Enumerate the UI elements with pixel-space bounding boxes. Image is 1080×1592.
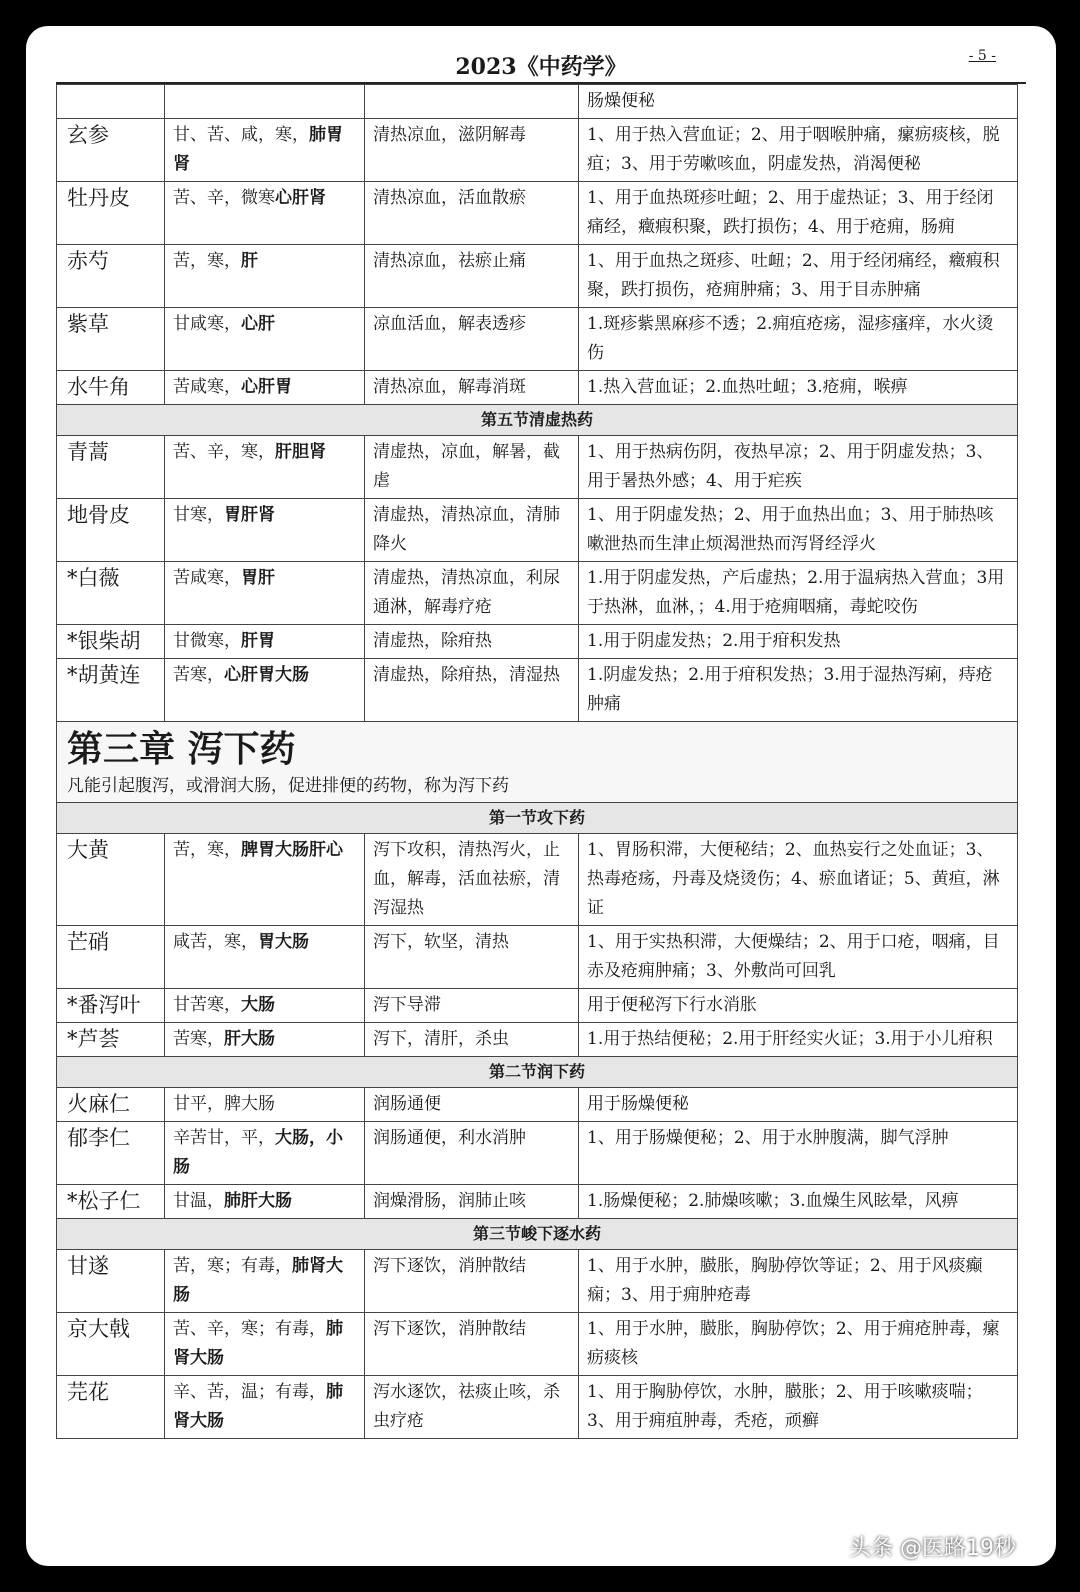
herb-nature-channel — [165, 834, 365, 926]
herb-name: 青蒿 — [57, 436, 165, 499]
herb-table-body — [57, 85, 1018, 1439]
herb-nature-channel — [165, 625, 365, 659]
herb-usage: 1.用于阴虚发热；2.用于疳积发热 — [579, 625, 1018, 659]
herb-name: 甘遂 — [57, 1250, 165, 1313]
herb-effect: 润肠通便，利水消肿 — [365, 1122, 579, 1185]
herb-usage: 1、用于实热积滞，大便燥结；2、用于口疮，咽痛，目赤及疮痈肿痛；3、外敷尚可回乳 — [579, 926, 1018, 989]
herb-name: 大黄 — [57, 834, 165, 926]
herb-effect: 清热凉血，祛瘀止痛 — [365, 245, 579, 308]
herb-usage: 1.阴虚发热；2.用于疳积发热；3.用于湿热泻痢，痔疮肿痛 — [579, 659, 1018, 722]
herb-row — [57, 1122, 1018, 1185]
herb-taste: 甘苦寒， — [173, 995, 241, 1015]
herb-row — [57, 119, 1018, 182]
herb-taste: 苦、辛，寒， — [173, 442, 275, 462]
herb-name: *番泻叶 — [57, 989, 165, 1023]
herb-name: 水牛角 — [57, 371, 165, 405]
herb-row — [57, 1250, 1018, 1313]
herb-nature-channel — [165, 562, 365, 625]
document-page — [26, 26, 1056, 1566]
herb-nature-channel — [165, 85, 365, 119]
herb-channel: 肺肾大肠 — [173, 1382, 343, 1431]
page-number: - 5 - — [968, 48, 996, 64]
herb-name: *胡黄连 — [57, 659, 165, 722]
herb-channel: 心肝胃大肠 — [224, 665, 309, 685]
herb-effect: 凉血活血，解表透疹 — [365, 308, 579, 371]
herb-channel: 肝 — [241, 251, 258, 271]
herb-usage: 1、用于肠燥便秘；2、用于水肿腹满，脚气浮肿 — [579, 1122, 1018, 1185]
herb-name: 芒硝 — [57, 926, 165, 989]
herb-row — [57, 308, 1018, 371]
section-heading-row — [57, 803, 1018, 834]
section-heading: 第一节攻下药 — [57, 803, 1018, 834]
herb-nature-channel — [165, 1185, 365, 1219]
herb-effect: 润燥滑肠，润肺止咳 — [365, 1185, 579, 1219]
herb-effect: 清虚热，除疳热 — [365, 625, 579, 659]
herb-taste: 甘寒， — [173, 505, 224, 525]
herb-usage: 1、用于热病伤阴，夜热早凉；2、用于阴虚发热；3、用于暑热外感；4、用于疟疾 — [579, 436, 1018, 499]
herb-name: 赤芍 — [57, 245, 165, 308]
herb-row — [57, 926, 1018, 989]
watermark: 头条 @医路19秒 — [849, 1536, 1016, 1561]
herb-channel: 脾胃大肠肝心 — [241, 840, 343, 860]
herb-usage: 1、用于胸胁停饮，水肿，臌胀；2、用于咳嗽痰喘；3、用于痈疽肿毒，秃疮，顽癣 — [579, 1376, 1018, 1439]
section-heading-row — [57, 405, 1018, 436]
section-heading: 第三节峻下逐水药 — [57, 1219, 1018, 1250]
herb-channel: 心肝胃 — [241, 377, 292, 397]
herb-usage: 1.肠燥便秘；2.肺燥咳嗽；3.血燥生风眩晕，风痹 — [579, 1185, 1018, 1219]
herb-channel: 胃肝 — [241, 568, 275, 588]
herb-channel: 肺肾大肠 — [173, 1256, 343, 1305]
herb-row — [57, 562, 1018, 625]
herb-usage: 1、用于血热斑疹吐衄；2、用于虚热证；3、用于经闭痛经，癥瘕积聚，跌打损伤；4、用于疮痈，肠痈 — [579, 182, 1018, 245]
herb-name: *松子仁 — [57, 1185, 165, 1219]
herb-channel: 心肝 — [241, 314, 275, 334]
herb-row — [57, 625, 1018, 659]
herb-taste: 苦咸寒， — [173, 568, 241, 588]
herb-nature-channel — [165, 1313, 365, 1376]
herb-row — [57, 834, 1018, 926]
chapter-heading-row — [57, 722, 1018, 773]
herb-taste: 甘平，脾大肠 — [173, 1094, 275, 1114]
herb-usage: 1、用于血热之斑疹、吐衄；2、用于经闭痛经，癥瘕积聚，跌打损伤，疮痈肿痛；3、用于目赤肿痛 — [579, 245, 1018, 308]
herb-nature-channel — [165, 1250, 365, 1313]
herb-nature-channel — [165, 1376, 365, 1439]
herb-effect: 泻下逐饮，消肿散结 — [365, 1313, 579, 1376]
herb-effect: 泻下导滞 — [365, 989, 579, 1023]
herb-name: *白薇 — [57, 562, 165, 625]
herb-channel: 肝胆肾 — [275, 442, 326, 462]
herb-channel: 心肝肾 — [275, 188, 326, 208]
herb-usage: 1.用于热结便秘；2.用于肝经实火证；3.用于小儿疳积 — [579, 1023, 1018, 1057]
herb-effect: 清虚热，凉血，解暑，截虐 — [365, 436, 579, 499]
herb-nature-channel — [165, 989, 365, 1023]
herb-name: 火麻仁 — [57, 1088, 165, 1122]
herb-taste: 苦、辛，寒；有毒， — [173, 1319, 326, 1339]
herb-name — [57, 85, 165, 119]
herb-channel: 大肠 — [241, 995, 275, 1015]
section-heading-row — [57, 1219, 1018, 1250]
herb-usage: 用于便秘泻下行水消胀 — [579, 989, 1018, 1023]
section-heading: 第二节润下药 — [57, 1057, 1018, 1088]
page-title: 2023《中药学》 — [455, 54, 627, 80]
herb-row — [57, 989, 1018, 1023]
herb-row — [57, 371, 1018, 405]
herb-nature-channel — [165, 659, 365, 722]
herb-name: 紫草 — [57, 308, 165, 371]
herb-nature-channel — [165, 371, 365, 405]
herb-effect: 清热凉血，解毒消斑 — [365, 371, 579, 405]
herb-channel: 肺肝大肠 — [224, 1191, 292, 1211]
herb-row — [57, 1376, 1018, 1439]
herb-effect: 泻水逐饮，祛痰止咳，杀虫疗疮 — [365, 1376, 579, 1439]
herb-row — [57, 1088, 1018, 1122]
herb-usage: 肠燥便秘 — [579, 85, 1018, 119]
herb-taste: 辛苦甘，平， — [173, 1128, 275, 1148]
herb-usage: 1、用于阴虚发热；2、用于血热出血；3、用于肺热咳嗽泄热而生津止烦渴泄热而泻肾经浮火 — [579, 499, 1018, 562]
herb-usage: 1.斑疹紫黑麻疹不透；2.痈疽疮疡，湿疹瘙痒，水火烫伤 — [579, 308, 1018, 371]
herb-taste: 苦寒， — [173, 665, 224, 685]
herb-usage: 1、胃肠积滞，大便秘结；2、血热妄行之处血证；3、热毒疮疡，丹毒及烧烫伤；4、瘀血诸证；5、黄疸，淋证 — [579, 834, 1018, 926]
herb-usage: 1、用于热入营血证；2、用于咽喉肿痛，瘰疬痰核，脱疽；3、用于劳嗽咳血，阴虚发热，消渴便秘 — [579, 119, 1018, 182]
page-header — [26, 46, 1056, 82]
section-heading: 第五节清虚热药 — [57, 405, 1018, 436]
herb-row — [57, 659, 1018, 722]
herb-effect: 泻下逐饮，消肿散结 — [365, 1250, 579, 1313]
herb-channel: 肝胃 — [241, 631, 275, 651]
herb-effect: 润肠通便 — [365, 1088, 579, 1122]
herb-nature-channel — [165, 1122, 365, 1185]
herb-taste: 苦，寒， — [173, 840, 241, 860]
herb-channel: 胃大肠 — [258, 932, 309, 952]
chapter-description: 凡能引起腹泻，或滑润大肠，促进排便的药物，称为泻下药 — [57, 772, 1018, 803]
herb-name: 京大戟 — [57, 1313, 165, 1376]
herb-name: 地骨皮 — [57, 499, 165, 562]
herb-taste: 甘微寒， — [173, 631, 241, 651]
herb-taste: 辛、苦，温；有毒， — [173, 1382, 326, 1402]
herb-taste: 苦，寒；有毒， — [173, 1256, 292, 1276]
herb-taste: 苦咸寒， — [173, 377, 241, 397]
herb-name: *银柴胡 — [57, 625, 165, 659]
herb-effect: 清热凉血，滋阴解毒 — [365, 119, 579, 182]
herb-name: 玄参 — [57, 119, 165, 182]
herb-nature-channel — [165, 245, 365, 308]
herb-taste: 甘、苦、咸，寒， — [173, 125, 309, 145]
herb-channel: 胃肝肾 — [224, 505, 275, 525]
herb-channel: 肺肾大肠 — [173, 1319, 343, 1368]
herb-nature-channel — [165, 308, 365, 371]
herb-table — [56, 84, 1018, 1439]
herb-row — [57, 85, 1018, 119]
herb-nature-channel — [165, 119, 365, 182]
herb-usage: 1.热入营血证；2.血热吐衄；3.疮痈，喉痹 — [579, 371, 1018, 405]
herb-nature-channel — [165, 926, 365, 989]
herb-taste: 苦，寒， — [173, 251, 241, 271]
herb-row — [57, 182, 1018, 245]
herb-usage: 用于肠燥便秘 — [579, 1088, 1018, 1122]
chapter-title: 第三章 泻下药 — [57, 722, 1018, 773]
herb-row — [57, 1185, 1018, 1219]
herb-effect: 泻下攻积，清热泻火，止血，解毒，活血祛瘀，清泻湿热 — [365, 834, 579, 926]
herb-row — [57, 1313, 1018, 1376]
herb-name: 郁李仁 — [57, 1122, 165, 1185]
herb-channel: 肺胃肾 — [173, 125, 343, 174]
herb-usage: 1、用于水肿，臌胀，胸胁停饮；2、用于痈疮肿毒，瘰疬痰核 — [579, 1313, 1018, 1376]
herb-effect: 清热凉血，活血散瘀 — [365, 182, 579, 245]
section-heading-row — [57, 1057, 1018, 1088]
herb-taste: 甘温， — [173, 1191, 224, 1211]
herb-taste: 苦寒， — [173, 1029, 224, 1049]
herb-nature-channel — [165, 436, 365, 499]
herb-taste: 咸苦，寒， — [173, 932, 258, 952]
herb-row — [57, 245, 1018, 308]
herb-usage: 1.用于阴虚发热，产后虚热；2.用于温病热入营血；3用于热淋，血淋，；4.用于疮痈咽痛，毒蛇咬伤 — [579, 562, 1018, 625]
herb-taste: 甘咸寒， — [173, 314, 241, 334]
herb-channel: 肝大肠 — [224, 1029, 275, 1049]
herb-effect: 清虚热，清热凉血，利尿通淋，解毒疗疮 — [365, 562, 579, 625]
herb-effect: 清虚热，除疳热，清湿热 — [365, 659, 579, 722]
herb-row — [57, 499, 1018, 562]
herb-row — [57, 436, 1018, 499]
herb-effect: 清虚热，清热凉血，清肺降火 — [365, 499, 579, 562]
herb-nature-channel — [165, 182, 365, 245]
herb-nature-channel — [165, 1088, 365, 1122]
herb-name: 牡丹皮 — [57, 182, 165, 245]
herb-name: 芫花 — [57, 1376, 165, 1439]
chapter-description-row — [57, 772, 1018, 803]
herb-nature-channel — [165, 1023, 365, 1057]
herb-name: *芦荟 — [57, 1023, 165, 1057]
herb-channel: 大肠，小肠 — [173, 1128, 343, 1177]
herb-nature-channel — [165, 499, 365, 562]
herb-effect: 泻下，清肝，杀虫 — [365, 1023, 579, 1057]
herb-usage: 1、用于水肿，臌胀，胸胁停饮等证；2、用于风痰癫痫；3、用于痈肿疮毒 — [579, 1250, 1018, 1313]
herb-effect — [365, 85, 579, 119]
herb-effect: 泻下，软坚，清热 — [365, 926, 579, 989]
herb-taste: 苦、辛，微寒 — [173, 188, 275, 208]
herb-row — [57, 1023, 1018, 1057]
